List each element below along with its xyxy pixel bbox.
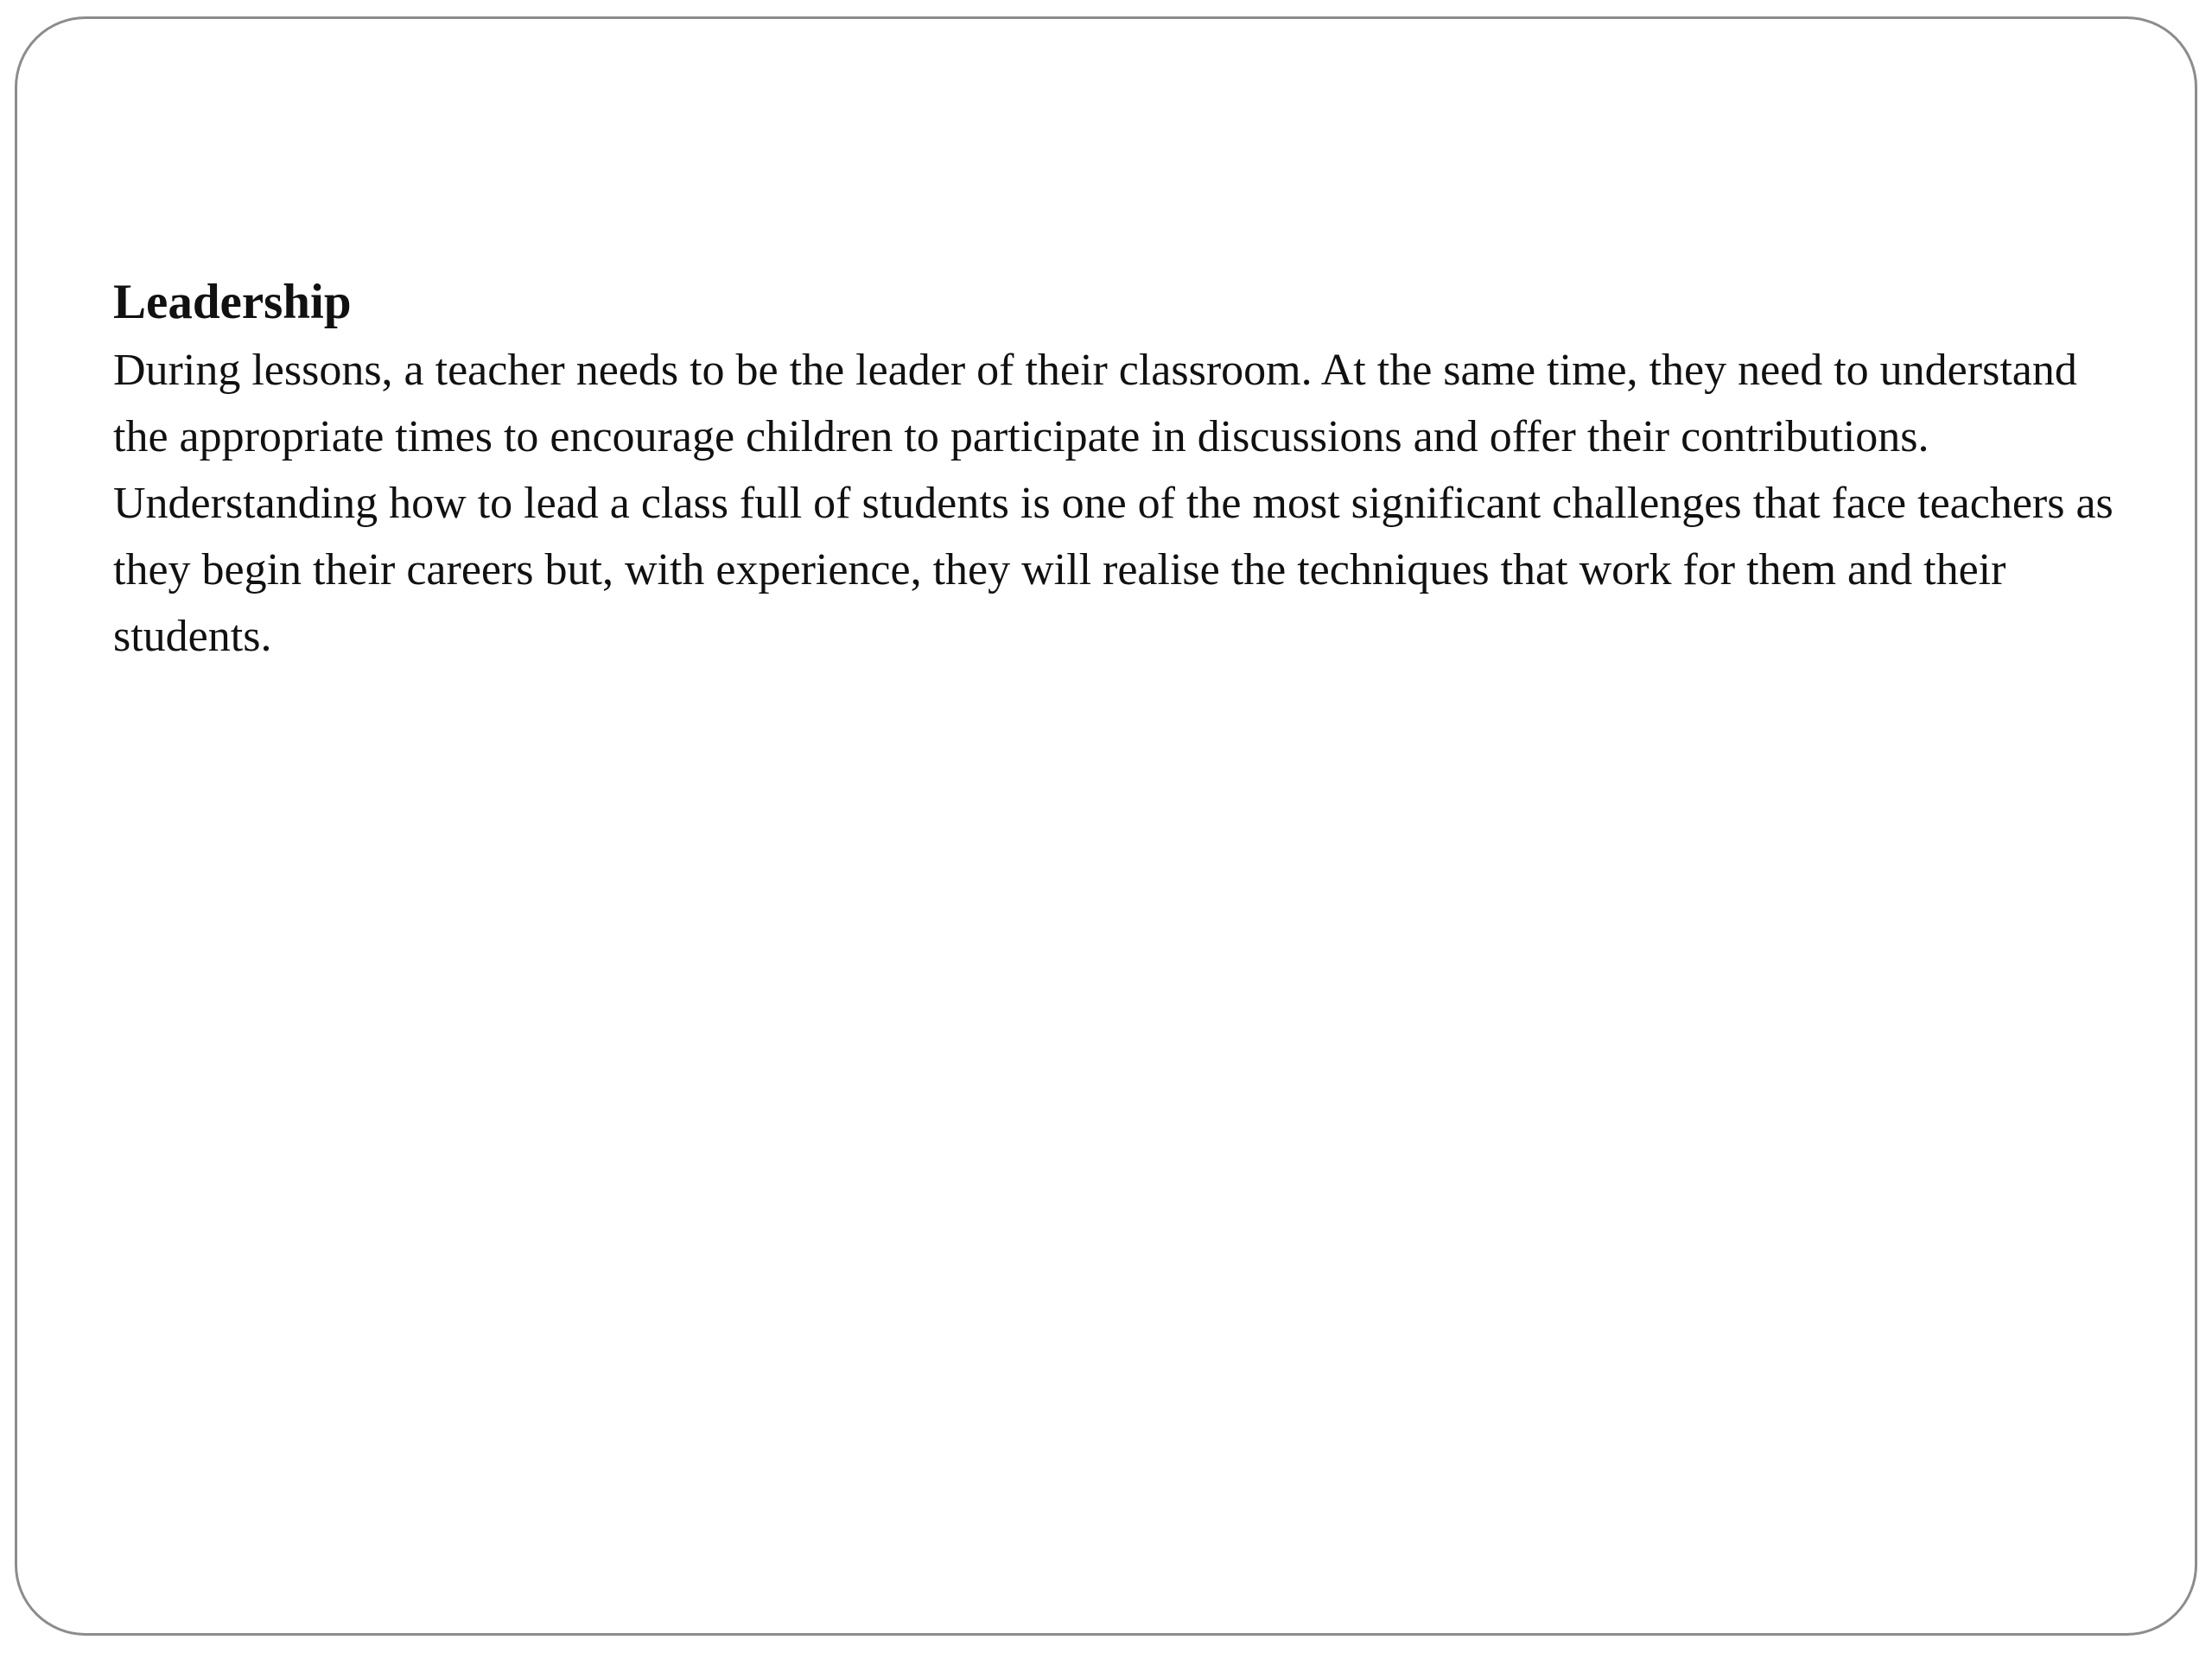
slide-frame bbox=[15, 16, 2197, 1636]
slide-paragraph: During lessons, a teacher needs to be the leader of their classroom. At the same time, they need to understand the appropriate times to encourage children to participate in discussions and offer their contributions. Understanding how to lead a class full of students is one of the most significant challenges that face teachers as they begin their careers but, with experience, they will realise the techniques that work for them and their students. bbox=[113, 346, 2113, 661]
slide-heading: Leadership bbox=[113, 275, 352, 329]
slide-content bbox=[113, 271, 2126, 670]
